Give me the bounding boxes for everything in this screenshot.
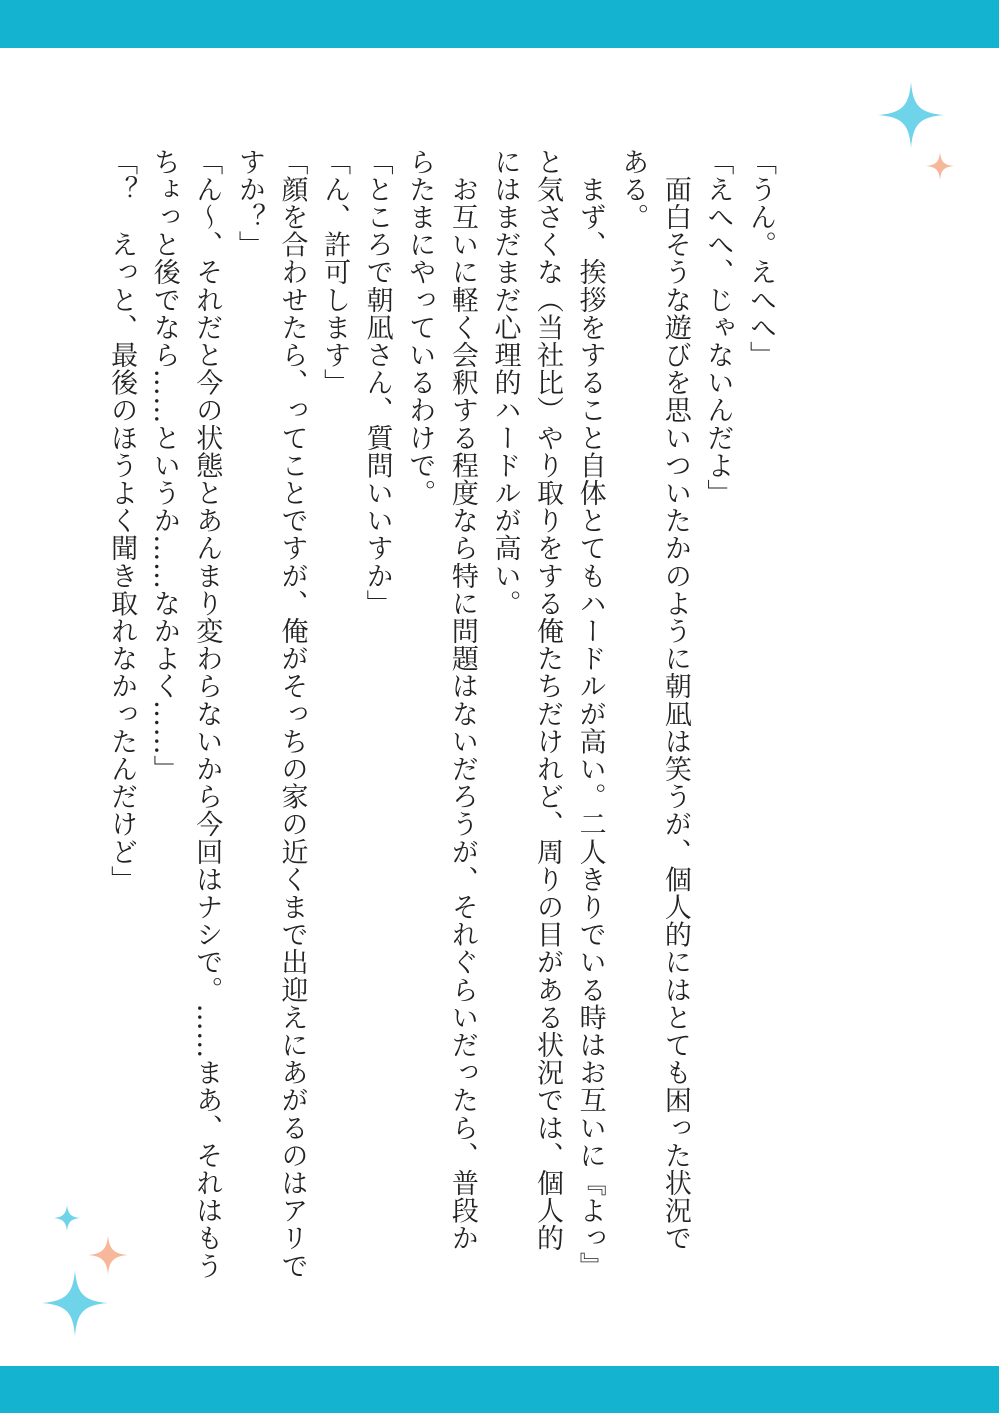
dialogue-line-2: 「えへへ、じゃないんだよ」 xyxy=(702,148,734,507)
top-color-band xyxy=(0,0,999,48)
sparkle-large-blue-bottom-icon xyxy=(42,1270,108,1336)
vertical-novel-text xyxy=(100,148,782,1288)
text-line-10: 「顔を合わせたら、ってことですが、俺がそっちの家の近くまで出迎えにあがるのはアリで xyxy=(276,148,308,1280)
text-line-7: らたまにやっているわけで。 xyxy=(404,148,436,507)
sparkle-small-orange-top-icon xyxy=(926,152,954,180)
text-line-6: お互いに軽く会釈する程度なら特に問題はないだろうが、それぐらいだったら、普段か xyxy=(446,148,478,1252)
sparkle-small-blue-bottom-icon xyxy=(54,1205,80,1231)
bottom-color-band xyxy=(0,1366,999,1413)
dialogue-line-1: 「うん。えへへ」 xyxy=(745,148,776,369)
text-line-8: 「ところで朝凪さん、質問いいすか」 xyxy=(361,148,393,618)
text-line-2: ある。 xyxy=(617,148,649,231)
text-line-3: まず、挨拶をすること自体とてもハードルが高い。二人きりでいる時はお互いに『よっ』 xyxy=(574,148,606,1280)
text-line-13: ちょっと後でなら……というか……なかよく……」 xyxy=(148,148,180,783)
text-line-1: 面白そうな遊びを思いついたかのように朝凪は笑うが、個人的にはとても困った状況で xyxy=(659,148,691,1252)
text-line-14: 「？ えっと、最後のほうよく聞き取れなかったんだけど」 xyxy=(106,148,138,894)
text-line-11: すか？」 xyxy=(233,148,265,259)
sparkle-large-blue-top-icon xyxy=(878,82,944,148)
text-line-9: 「ん、許可します」 xyxy=(319,148,351,397)
text-line-4: と気さくな（当社比）やり取りをする俺たちだけれど、周りの目がある状況では、個人的 xyxy=(532,148,564,1252)
text-line-12: 「ん～、それだと今の状態とあんまり変わらないから今回はナシで。……まあ、それはもう xyxy=(191,148,223,1280)
text-line-5: にはまだまだ心理的ハードルが高い。 xyxy=(489,148,521,618)
